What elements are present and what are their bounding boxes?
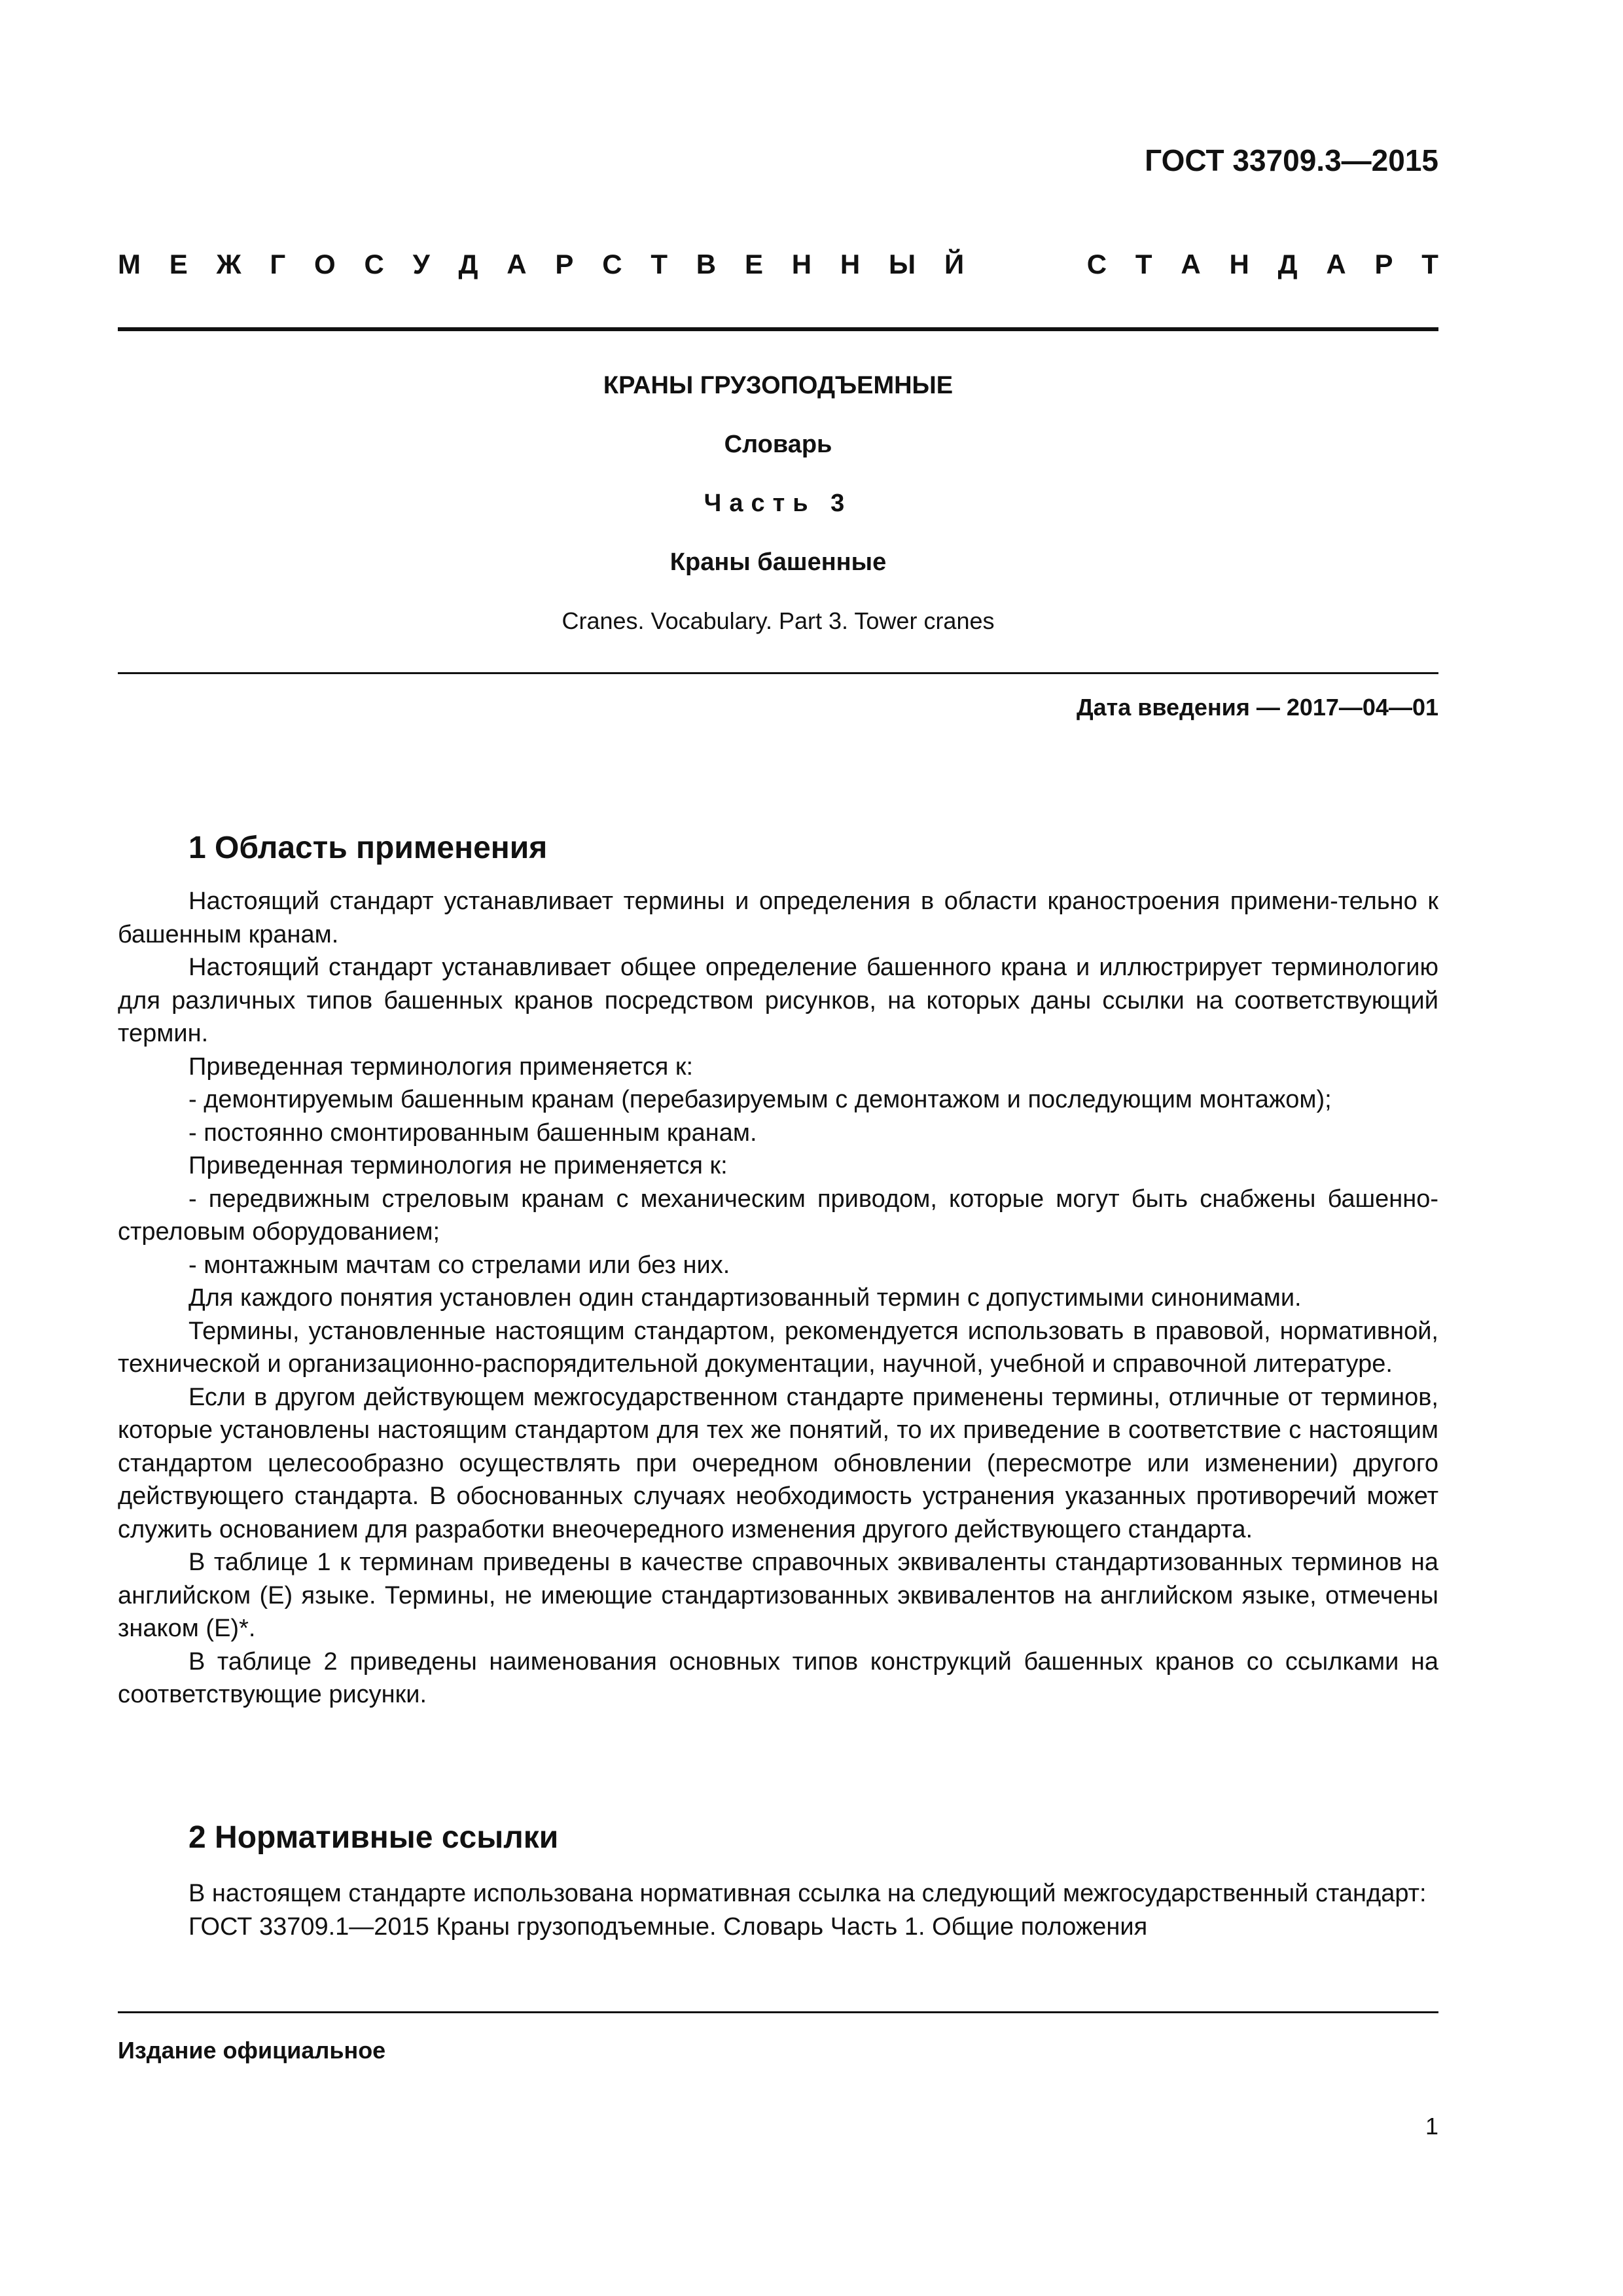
official-edition-label: Издание официальное [118, 2037, 386, 2064]
heading-letter: Е [169, 249, 188, 279]
heading-letter: Г [270, 249, 286, 279]
heading-letter: Н [791, 249, 812, 279]
heading-letter: Ы [889, 249, 916, 279]
heading-letter: Д [1277, 249, 1298, 279]
paragraph: Приведенная терминология не применяется к: [188, 1152, 728, 1179]
heading-letter: Т [1421, 249, 1438, 279]
document-subtitle: Словарь [724, 431, 832, 458]
title-divider [118, 672, 1438, 674]
page-number: 1 [1425, 2113, 1438, 2140]
paragraph: В таблице 1 к терминам приведены в качестве справочных эквиваленты стандартизованных терминов на английском (Е) языке. Термины, не имеющие стандартизованных эквивалентов на английском языке, отмечены знаком (Е)*. [118, 1549, 1438, 1642]
word-gap [993, 249, 1058, 280]
list-item: - монтажным мачтам со стрелами или без них. [188, 1251, 730, 1279]
heading-letter: Т [1135, 249, 1152, 279]
heading-letter: Д [458, 249, 478, 279]
heading-letter: Р [1374, 249, 1393, 279]
heading-letter: А [507, 249, 527, 279]
heading-letter: С [602, 249, 622, 279]
list-item: - передвижным стреловым кранам с механическим приводом, которые могут быть снабжены башенно-стреловым оборудованием; [118, 1185, 1438, 1246]
paragraph: Настоящий стандарт устанавливает общее определение башенного крана и иллюстрирует терминологию для различных типов башенных кранов посредством рисунков, на которых даны ссылки на соответствующий термин. [118, 954, 1438, 1047]
document-part-title: Краны башенные [669, 548, 887, 576]
interstate-standard-heading [118, 249, 1438, 280]
document-title: КРАНЫ ГРУЗОПОДЪЕМНЫЕ [603, 372, 954, 399]
section-1-body [118, 885, 1438, 1712]
heading-letter: Н [840, 249, 861, 279]
heading-letter: Т [651, 249, 668, 279]
heading-letter: О [313, 249, 336, 279]
paragraph: Термины, установленные настоящим стандартом, рекомендуется использовать в правовой, нормативной, технической и организационно-распорядительной документации, научной, учебной и справочной литературе. [118, 1317, 1438, 1378]
paragraph: Настоящий стандарт устанавливает термины и определения в области краностроения примени-тельно к башенным кранам. [118, 888, 1438, 948]
list-item: - постоянно смонтированным башенным кранам. [188, 1119, 757, 1147]
heading-letter: Й [944, 249, 965, 279]
heading-letter: В [696, 249, 717, 279]
heading-letter: А [1181, 249, 1201, 279]
heading-letter: Н [1229, 249, 1249, 279]
paragraph: В настоящем стандарте использована нормативная ссылка на следующий межгосударственный стандарт: [188, 1880, 1427, 1907]
paragraph: Если в другом действующем межгосударственном стандарте применены термины, отличные от терминов, которые установлены настоящим стандартом для тех же понятий, то их приведение в соответствие с настоящим стандартом целесообразно осуществлять при очередном обновлении (пересмотре или изменении) другого действующего стандарта. В обоснованных случаях необходимость устранения указанных противоречий может служить основанием для разработки внеочередного изменения другого действующего стандарта. [118, 1383, 1438, 1543]
footer-divider [118, 2011, 1438, 2013]
heading-letter: Ж [216, 249, 241, 279]
section-2-title: 2 Нормативные ссылки [188, 1820, 559, 1855]
paragraph: Приведенная терминология применяется к: [188, 1052, 694, 1081]
heading-letter: У [412, 249, 430, 279]
heading-letter: М [118, 249, 141, 279]
heading-letter: Е [744, 249, 763, 279]
list-item: - демонтируемым башенным кранам (перебазируемым с демонтажом и последующим монтажом); [188, 1086, 1332, 1113]
section-1-title: 1 Область применения [188, 831, 548, 865]
document-part: Часть 3 [704, 490, 853, 517]
heading-letter: Р [555, 249, 574, 279]
paragraph: В таблице 2 приведены наименования основных типов конструкций башенных кранов со ссылками на соответствующие рисунки. [118, 1647, 1438, 1708]
section-2-body [118, 1877, 1438, 1943]
heading-letter: С [364, 249, 384, 279]
reference-item: ГОСТ 33709.1—2015 Краны грузоподъемные. Словарь Часть 1. Общие положения [188, 1912, 1148, 1941]
header-divider [118, 327, 1438, 331]
heading-letter: С [1086, 249, 1107, 279]
effective-date: Дата введения — 2017—04—01 [1076, 694, 1438, 721]
standard-code: ГОСТ 33709.3—2015 [1145, 143, 1438, 177]
heading-letter: А [1326, 249, 1346, 279]
paragraph: Для каждого понятия установлен один стандартизованный термин с допустимыми синонимами. [188, 1284, 1302, 1312]
english-title: Cranes. Vocabulary. Part 3. Tower cranes [562, 607, 995, 634]
